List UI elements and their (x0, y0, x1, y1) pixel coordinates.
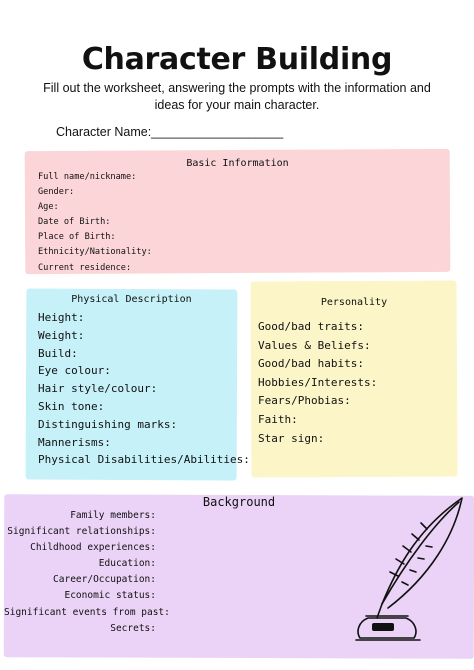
intro-text: Fill out the worksheet, answering the prompts with the information and ideas for your main character. (43, 81, 431, 112)
quill-and-inkpot-icon (346, 492, 468, 644)
field-gender[interactable]: Gender: (38, 187, 75, 198)
field-hobbies[interactable]: Hobbies/Interests: (258, 375, 378, 389)
field-traits[interactable]: Good/bad traits: (258, 320, 364, 333)
field-weight[interactable]: Weight: (38, 328, 85, 342)
field-career[interactable]: Career/Occupation: (53, 574, 156, 586)
field-current-residence[interactable]: Current residence: (38, 262, 132, 273)
field-significant-events[interactable]: Significant events from past: (4, 606, 170, 618)
field-mannerisms[interactable]: Mannerisms: (38, 435, 111, 449)
field-values-beliefs[interactable]: Values & Beliefs: (258, 338, 371, 352)
field-age[interactable]: Age: (38, 202, 59, 213)
background-heading: Background (202, 495, 276, 509)
basic-information-fields (38, 170, 152, 276)
field-disabilities-abilities[interactable]: Physical Disabilities/Abilities: (38, 453, 250, 467)
physical-description-fields (38, 309, 250, 469)
field-family-members[interactable]: Family members: (70, 510, 156, 521)
field-childhood[interactable]: Childhood experiences: (30, 542, 156, 554)
page-title: Character Building (81, 42, 393, 77)
background-fields (4, 508, 170, 637)
personality-fields (258, 318, 377, 448)
physical-description-heading: Physical Description (71, 294, 192, 305)
field-fears[interactable]: Fears/Phobias: (258, 394, 351, 408)
field-hair[interactable]: Hair style/colour: (38, 382, 158, 396)
field-height[interactable]: Height: (38, 311, 85, 324)
field-faith[interactable]: Faith: (258, 412, 298, 426)
field-ethnicity[interactable]: Ethnicity/Nationality: (38, 247, 152, 258)
field-education[interactable]: Education: (98, 558, 156, 570)
field-star-sign[interactable]: Star sign: (258, 431, 325, 445)
field-eye-colour[interactable]: Eye colour: (38, 364, 111, 378)
field-secrets[interactable]: Secrets: (110, 622, 156, 634)
field-relationships[interactable]: Significant relationships: (7, 526, 156, 538)
field-skin-tone[interactable]: Skin tone: (38, 399, 105, 413)
basic-information-heading: Basic Information (186, 158, 289, 169)
field-build[interactable]: Build: (38, 346, 78, 360)
field-habits[interactable]: Good/bad habits: (258, 357, 364, 371)
field-full-name[interactable]: Full name/nickname: (38, 172, 137, 182)
field-place-of-birth[interactable]: Place of Birth: (38, 232, 116, 243)
field-economic-status[interactable]: Economic status: (64, 590, 156, 602)
field-distinguishing-marks[interactable]: Distinguishing marks: (38, 417, 178, 431)
personality-heading: Personality (320, 297, 388, 308)
field-date-of-birth[interactable]: Date of Birth: (38, 217, 111, 228)
character-name-field[interactable]: Character Name:___________________ (56, 125, 284, 139)
